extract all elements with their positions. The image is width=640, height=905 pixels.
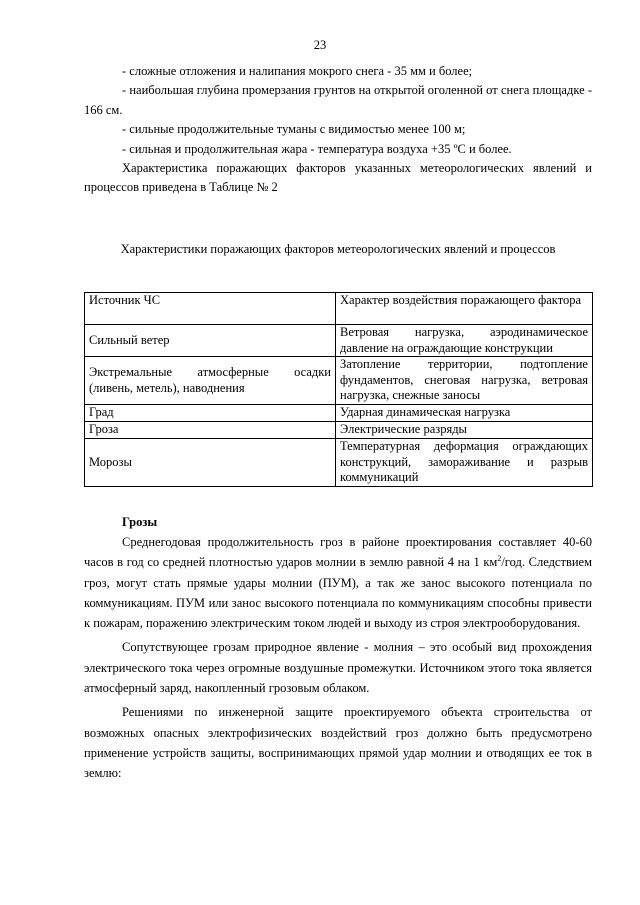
intro-paragraph: Характеристика поражающих факторов указанных метеорологических явлений и процессов приведена в Таблице № 2	[84, 161, 592, 195]
section-body	[84, 512, 592, 788]
table-row	[85, 439, 593, 487]
paragraph-text: /год. Следствием гроз, могут стать прямые удары молнии (ПУМ), а так же занос высокого потенциала по коммуникациям. ПУМ или занос высокого потенциала по коммуникациям способны привести к пожарам, поражению электрическим током людей и выходу из строя электрооборудования.	[84, 555, 592, 631]
header-effect: Характер воздействия поражающего фактора	[336, 293, 593, 325]
row-effect: Ударная динамическая нагрузка	[336, 405, 593, 422]
row-source: Морозы	[85, 439, 336, 487]
table-row	[85, 357, 593, 405]
table-header-row	[85, 293, 593, 325]
intro-line: - сильная и продолжительная жара - температура воздуха +35 ºС и более.	[122, 141, 512, 156]
header-source: Источник ЧС	[85, 293, 336, 325]
intro-block	[84, 62, 592, 198]
superscript: 2	[497, 554, 502, 564]
row-source: Град	[85, 405, 336, 422]
row-source: Сильный ветер	[85, 325, 336, 357]
paragraph: Сопутствующее грозам природное явление - молния – это особый вид прохождения электрического тока через огромные воздушные промежутки. Источником этого тока является атмосферный заряд, накопленный грозовым облаком.	[84, 640, 592, 696]
table-caption: Характеристики поражающих факторов метеорологических явлений и процессов	[120, 242, 556, 256]
section-heading: Грозы	[122, 515, 158, 529]
table-row	[85, 325, 593, 357]
page-number: 23	[313, 38, 327, 52]
intro-line: - сильные продолжительные туманы с видимостью менее 100 м;	[122, 122, 466, 137]
row-source: Экстремальные атмосферные осадки (ливень, метель), наводнения	[85, 357, 336, 405]
intro-line: - наибольшая глубина промерзания грунтов на открытой оголенной от снега площадке - 166 см.	[84, 83, 592, 117]
paragraph	[84, 532, 592, 633]
hazards-table	[84, 292, 593, 487]
intro-line: - сложные отложения и налипания мокрого снега - 35 мм и более;	[122, 64, 473, 78]
row-source: Гроза	[85, 422, 336, 439]
row-effect: Ветровая нагрузка, аэродинамическое давление на ограждающие конструкции	[336, 325, 593, 357]
paragraph-text: Среднегодовая продолжительность гроз в районе проектирования составляет 40-60 часов в год со средней плотностью ударов молнии в землю равной 4 на 1 км	[84, 535, 592, 570]
row-effect: Затопление территории, подтопление фундаментов, снеговая нагрузка, ветровая нагрузка, снежные заносы	[336, 357, 593, 405]
paragraph: Решениями по инженерной защите проектируемого объекта строительства от возможных опасных электрофизических воздействий гроз должно быть предусмотрено применение устройств защиты, воспринимающих прямой удар молнии и отводящих ее ток в землю:	[84, 705, 592, 781]
table-row	[85, 422, 593, 439]
row-effect: Температурная деформация ограждающих конструкций, замораживание и разрыв коммуникаций	[336, 439, 593, 487]
table-row	[85, 405, 593, 422]
row-effect: Электрические разряды	[336, 422, 593, 439]
